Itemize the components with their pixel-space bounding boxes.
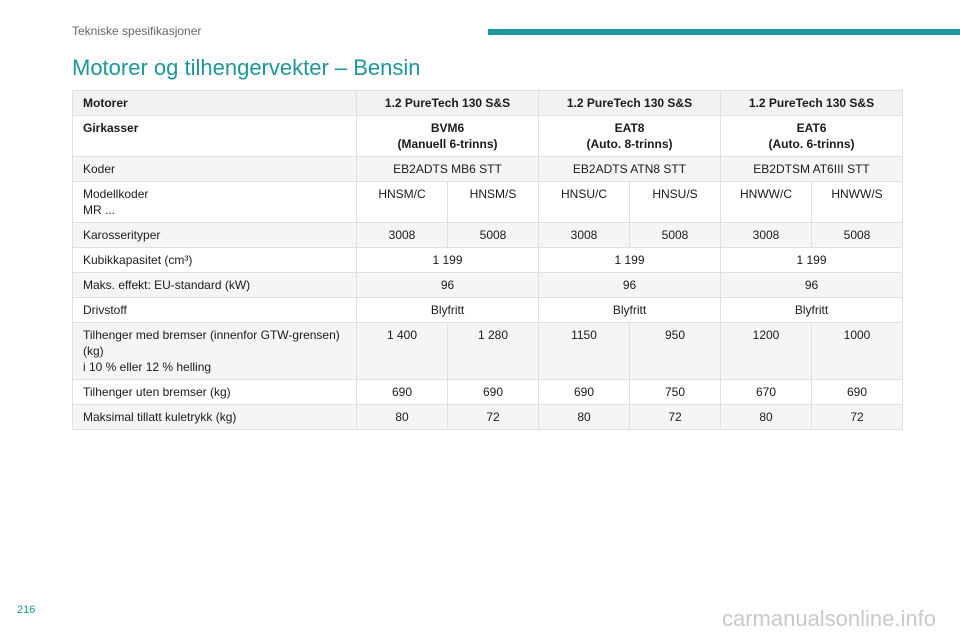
table-cell: EB2ADTS MB6 STT: [357, 157, 539, 182]
page-number: 216: [17, 604, 36, 616]
table-row-codes: [73, 157, 903, 182]
header-accent-bar: [488, 29, 960, 35]
table-row-gearbox: [73, 116, 903, 157]
watermark: carmanualsonline.info: [721, 606, 936, 631]
table-row-fuel: [73, 298, 903, 323]
table-row-braked-trailer: [73, 323, 903, 380]
table-cell: 750: [630, 380, 721, 405]
table-cell: 1 199: [539, 248, 721, 273]
table-cell: 5008: [448, 223, 539, 248]
table-cell: 80: [357, 405, 448, 430]
table-cell: Blyfritt: [357, 298, 539, 323]
table-cell: 690: [812, 380, 903, 405]
table-cell: 5008: [812, 223, 903, 248]
row-label: Drivstoff: [73, 298, 357, 323]
section-header-label: Tekniske spesifikasjoner: [72, 24, 202, 38]
table-cell: 1 199: [721, 248, 903, 273]
table-cell: HNSU/S: [630, 182, 721, 223]
engine-specs-table: [72, 90, 903, 430]
table-cell: EB2ADTS ATN8 STT: [539, 157, 721, 182]
table-cell: 72: [630, 405, 721, 430]
table-cell: 1 280: [448, 323, 539, 380]
table-cell: 1000: [812, 323, 903, 380]
row-label: Tilhenger med bremser (innenfor GTW-grensen) (kg) i 10 % eller 12 % helling: [73, 323, 357, 380]
table-cell: HNWW/S: [812, 182, 903, 223]
table-cell: EAT6 (Auto. 6-trinns): [721, 116, 903, 157]
table-cell: EAT8 (Auto. 8-trinns): [539, 116, 721, 157]
table-row-displacement: [73, 248, 903, 273]
table-cell: 80: [539, 405, 630, 430]
table-row-body-types: [73, 223, 903, 248]
table-row-max-power: [73, 273, 903, 298]
table-cell: 3008: [357, 223, 448, 248]
table-cell: 72: [812, 405, 903, 430]
table-cell: HNSM/C: [357, 182, 448, 223]
table-cell: EB2DTSM AT6III STT: [721, 157, 903, 182]
page-title: Motorer og tilhengervekter – Bensin: [72, 55, 421, 80]
table-cell: 690: [357, 380, 448, 405]
row-label: Koder: [73, 157, 357, 182]
row-label: Modellkoder MR ...: [73, 182, 357, 223]
row-label: Tilhenger uten bremser (kg): [73, 380, 357, 405]
table-cell: 1.2 PureTech 130 S&S: [357, 91, 539, 116]
table-cell: 690: [539, 380, 630, 405]
table-cell: BVM6 (Manuell 6-trinns): [357, 116, 539, 157]
table-cell: 80: [721, 405, 812, 430]
table-row-nose-weight: [73, 405, 903, 430]
table-cell: Blyfritt: [721, 298, 903, 323]
table-cell: 1 199: [357, 248, 539, 273]
table-cell: 1200: [721, 323, 812, 380]
table-cell: HNSM/S: [448, 182, 539, 223]
table-cell: 1.2 PureTech 130 S&S: [721, 91, 903, 116]
table-cell: Blyfritt: [539, 298, 721, 323]
row-label: Maks. effekt: EU-standard (kW): [73, 273, 357, 298]
table-cell: 1 400: [357, 323, 448, 380]
row-label: Maksimal tillatt kuletrykk (kg): [73, 405, 357, 430]
table-cell: HNWW/C: [721, 182, 812, 223]
table-cell: 950: [630, 323, 721, 380]
table-row-unbraked-trailer: [73, 380, 903, 405]
table-cell: 96: [539, 273, 721, 298]
table-row-model-codes: [73, 182, 903, 223]
table-cell: 1.2 PureTech 130 S&S: [539, 91, 721, 116]
table-cell: 5008: [630, 223, 721, 248]
table-cell: 72: [448, 405, 539, 430]
table-row-engines: [73, 91, 903, 116]
row-label: Kubikkapasitet (cm³): [73, 248, 357, 273]
table-cell: 670: [721, 380, 812, 405]
row-label: Karosserityper: [73, 223, 357, 248]
table-cell: HNSU/C: [539, 182, 630, 223]
row-label: Motorer: [73, 91, 357, 116]
table-cell: 690: [448, 380, 539, 405]
table-cell: 96: [721, 273, 903, 298]
table-cell: 1150: [539, 323, 630, 380]
table-cell: 3008: [539, 223, 630, 248]
table-cell: 3008: [721, 223, 812, 248]
table-cell: 96: [357, 273, 539, 298]
row-label: Girkasser: [73, 116, 357, 157]
